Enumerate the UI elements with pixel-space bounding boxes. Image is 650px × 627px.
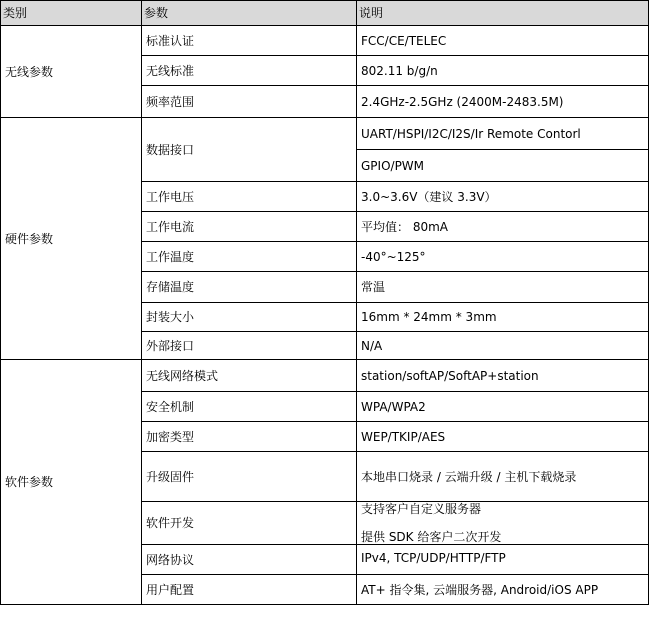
desc-cell: -40°~125° — [357, 242, 649, 272]
header-desc: 说明 — [357, 1, 649, 26]
desc-cell: FCC/CE/TELEC — [357, 26, 649, 56]
category-cell: 硬件参数 — [1, 118, 142, 360]
param-cell: 安全机制 — [142, 392, 357, 422]
desc-cell: 3.0~3.6V（建议 3.3V） — [357, 182, 649, 212]
desc-cell: WEP/TKIP/AES — [357, 422, 649, 452]
desc-cell: AT+ 指令集, 云端服务器, Android/iOS APP — [357, 575, 649, 605]
desc-cell: 802.11 b/g/n — [357, 56, 649, 86]
param-cell: 外部接口 — [142, 332, 357, 360]
desc-cell: GPIO/PWM — [357, 150, 649, 182]
param-cell: 用户配置 — [142, 575, 357, 605]
param-cell: 网络协议 — [142, 545, 357, 575]
desc-cell: UART/HSPI/I2C/I2S/Ir Remote Contorl — [357, 118, 649, 150]
desc-cell: 平均值： 80mA — [357, 212, 649, 242]
category-cell: 无线参数 — [1, 26, 142, 118]
param-cell: 无线网络模式 — [142, 360, 357, 392]
desc-cell: 本地串口烧录 / 云端升级 / 主机下载烧录 — [357, 452, 649, 502]
param-cell: 标准认证 — [142, 26, 357, 56]
table-row — [1, 118, 649, 150]
param-cell: 加密类型 — [142, 422, 357, 452]
desc-cell — [357, 502, 649, 545]
param-cell: 升级固件 — [142, 452, 357, 502]
table-row — [1, 360, 649, 392]
param-cell: 软件开发 — [142, 502, 357, 545]
desc-cell: 常温 — [357, 272, 649, 303]
desc-cell: WPA/WPA2 — [357, 392, 649, 422]
header-row — [1, 1, 649, 26]
desc-cell: N/A — [357, 332, 649, 360]
param-cell: 频率范围 — [142, 86, 357, 118]
param-cell: 封装大小 — [142, 303, 357, 332]
param-cell: 工作温度 — [142, 242, 357, 272]
param-cell: 无线标准 — [142, 56, 357, 86]
param-cell: 工作电流 — [142, 212, 357, 242]
category-cell: 软件参数 — [1, 360, 142, 605]
desc-line: 提供 SDK 给客户二次开发 — [361, 530, 502, 544]
desc-cell: station/softAP/SoftAP+station — [357, 360, 649, 392]
header-category: 类别 — [1, 1, 142, 26]
desc-line: 支持客户自定义服务器 — [361, 502, 482, 516]
spec-table-header — [1, 1, 649, 26]
param-cell: 存储温度 — [142, 272, 357, 303]
spec-table-body — [1, 26, 649, 605]
param-cell: 数据接口 — [142, 118, 357, 182]
table-row — [1, 26, 649, 56]
header-param: 参数 — [142, 1, 357, 26]
desc-cell: 16mm * 24mm * 3mm — [357, 303, 649, 332]
desc-cell: IPv4, TCP/UDP/HTTP/FTP — [357, 545, 649, 575]
desc-cell: 2.4GHz-2.5GHz (2400M-2483.5M) — [357, 86, 649, 118]
desc-gap — [361, 516, 648, 530]
param-cell: 工作电压 — [142, 182, 357, 212]
